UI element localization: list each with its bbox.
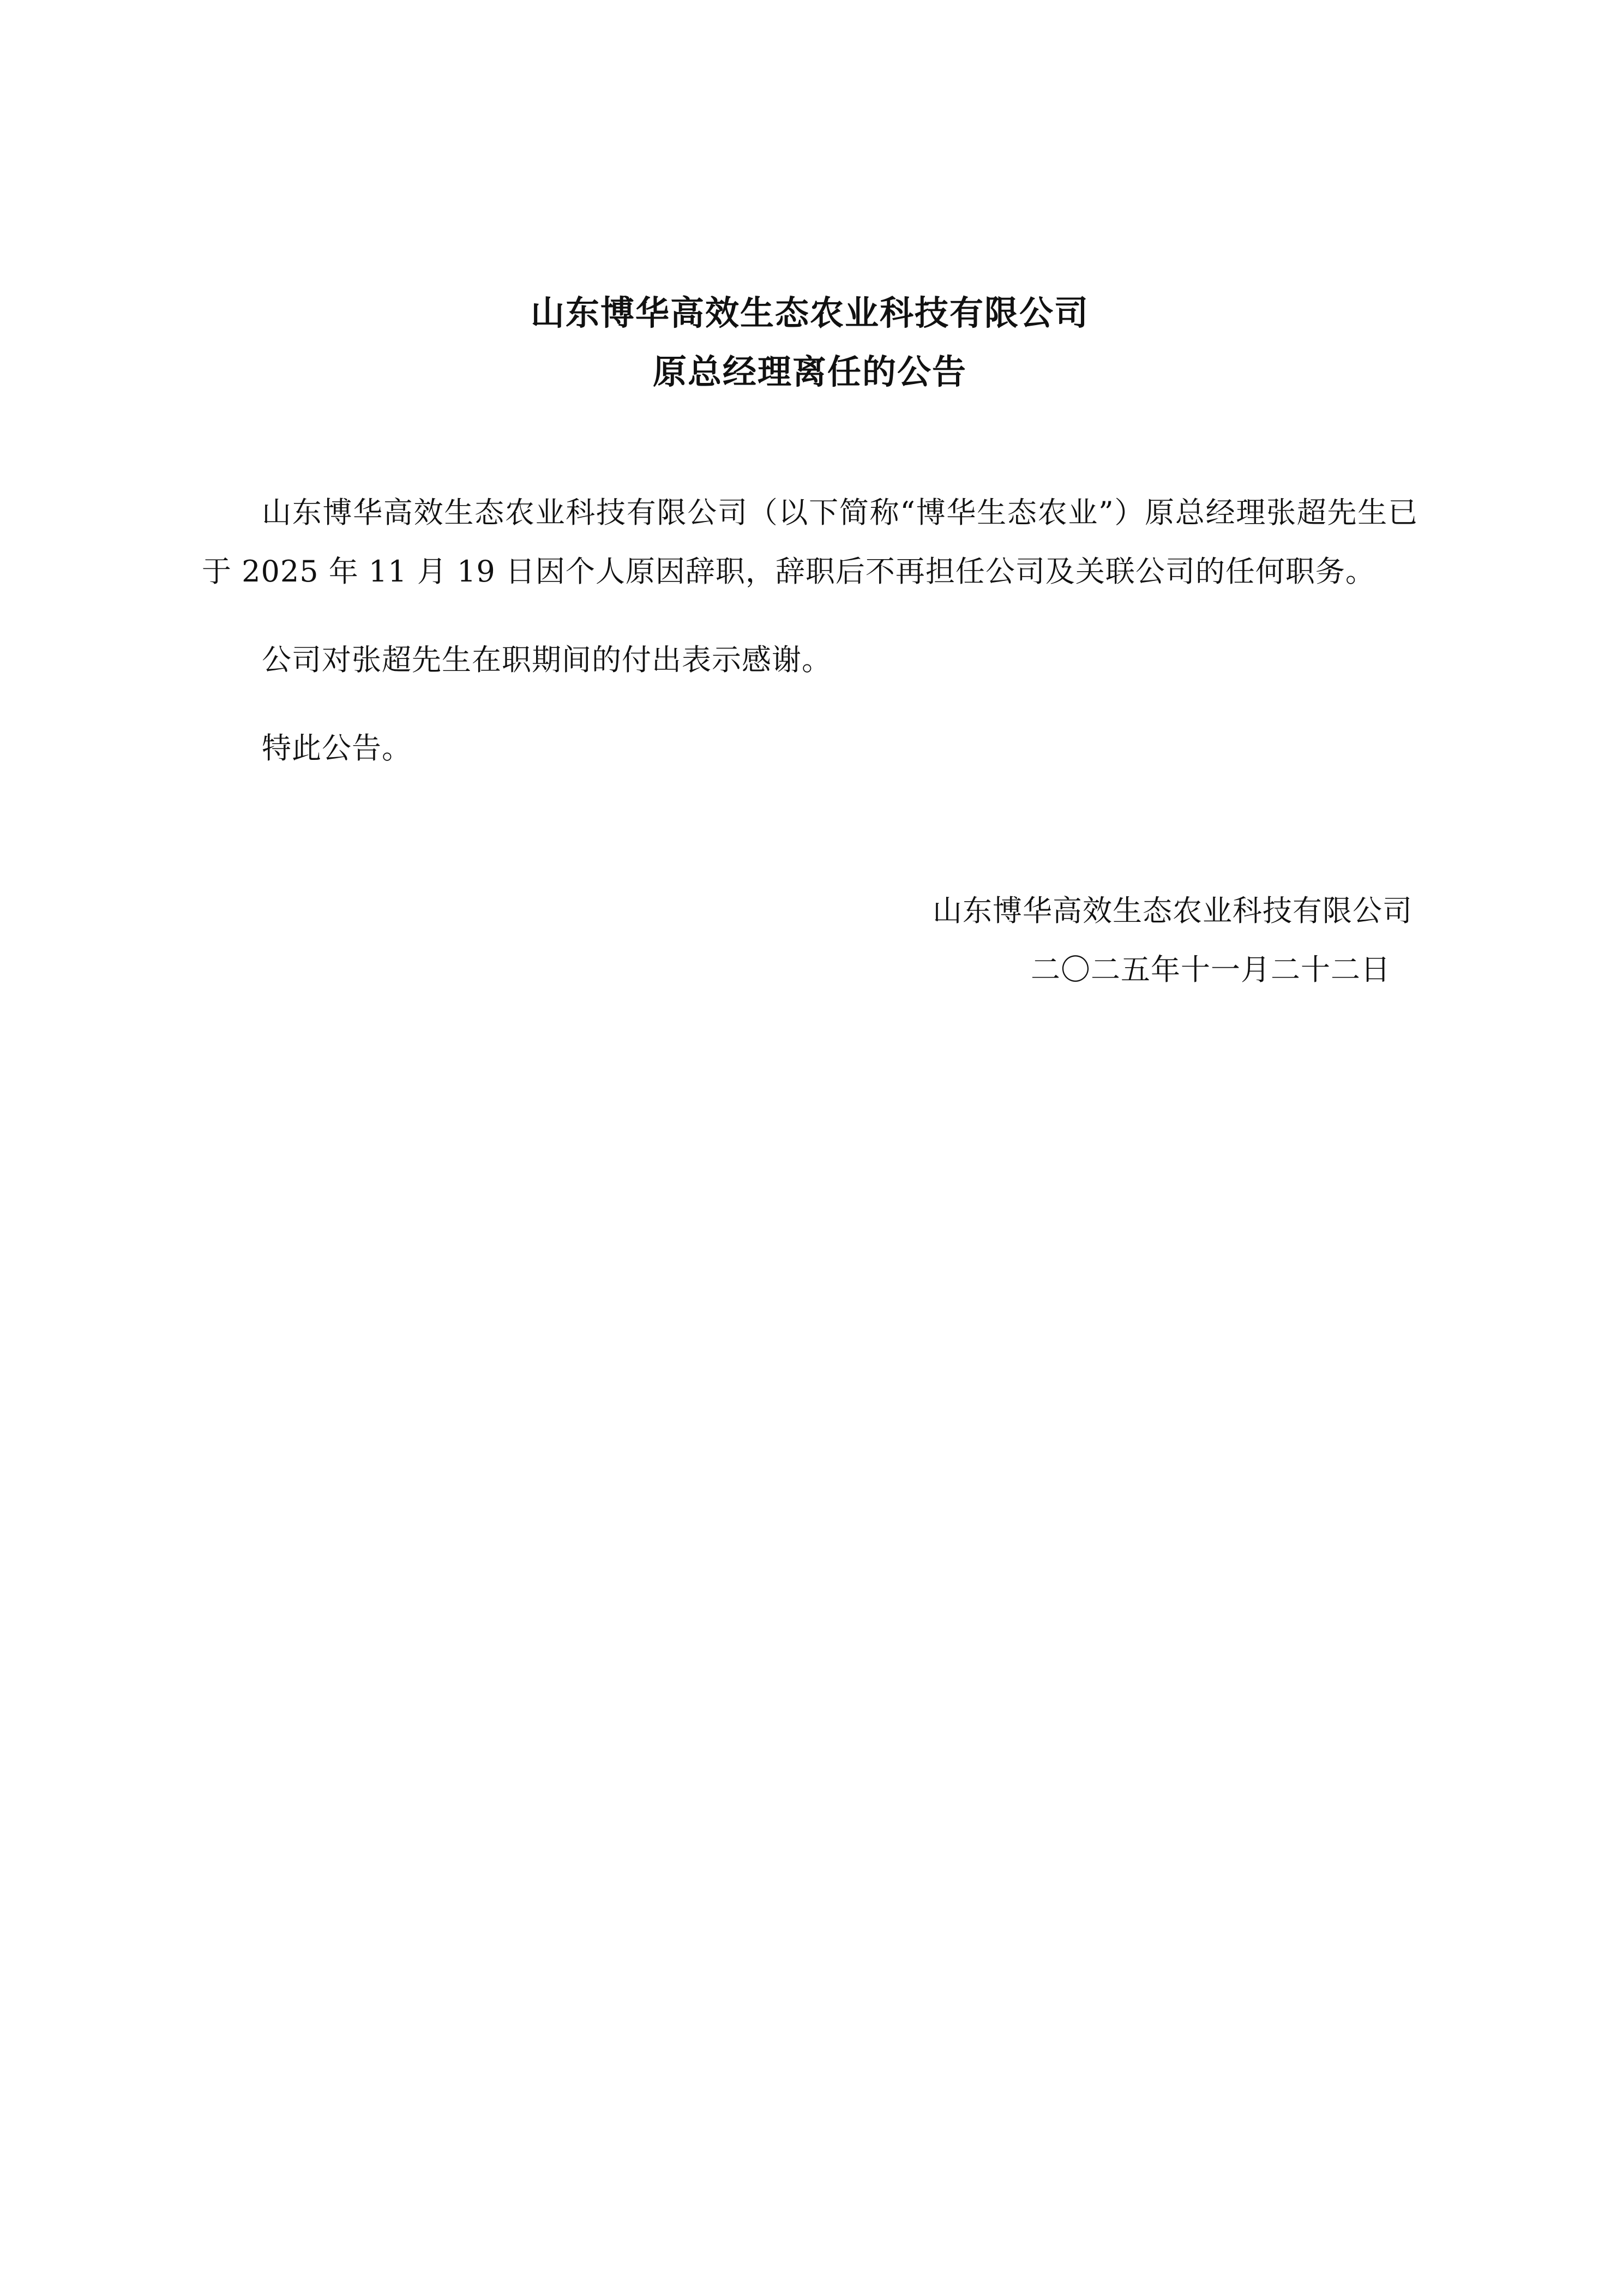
signature-date: 二〇二五年十一月二十二日: [1031, 952, 1391, 987]
document-title: [202, 284, 1418, 401]
body-paragraph-2: 公司对张超先生在职期间的付出表示感谢。: [262, 643, 832, 677]
document-content: [202, 0, 1418, 999]
body-paragraph-3: 特此公告。: [262, 731, 412, 765]
document-body: [202, 483, 1418, 778]
title-line-2: 原总经理离任的公告: [652, 352, 967, 392]
body-paragraph-1: 山东博华高效生态农业科技有限公司（以下简称“博华生态农业”）原总经理张超先生已于 2025 年 11 月 19 日因个人原因辞职，辞职后不再担任公司及关联公司的任何职务。: [202, 495, 1418, 589]
signature-company: 山东博华高效生态农业科技有限公司: [933, 894, 1412, 928]
title-line-1: 山东博华高效生态农业科技有限公司: [530, 293, 1089, 333]
signature-block: [202, 882, 1418, 999]
